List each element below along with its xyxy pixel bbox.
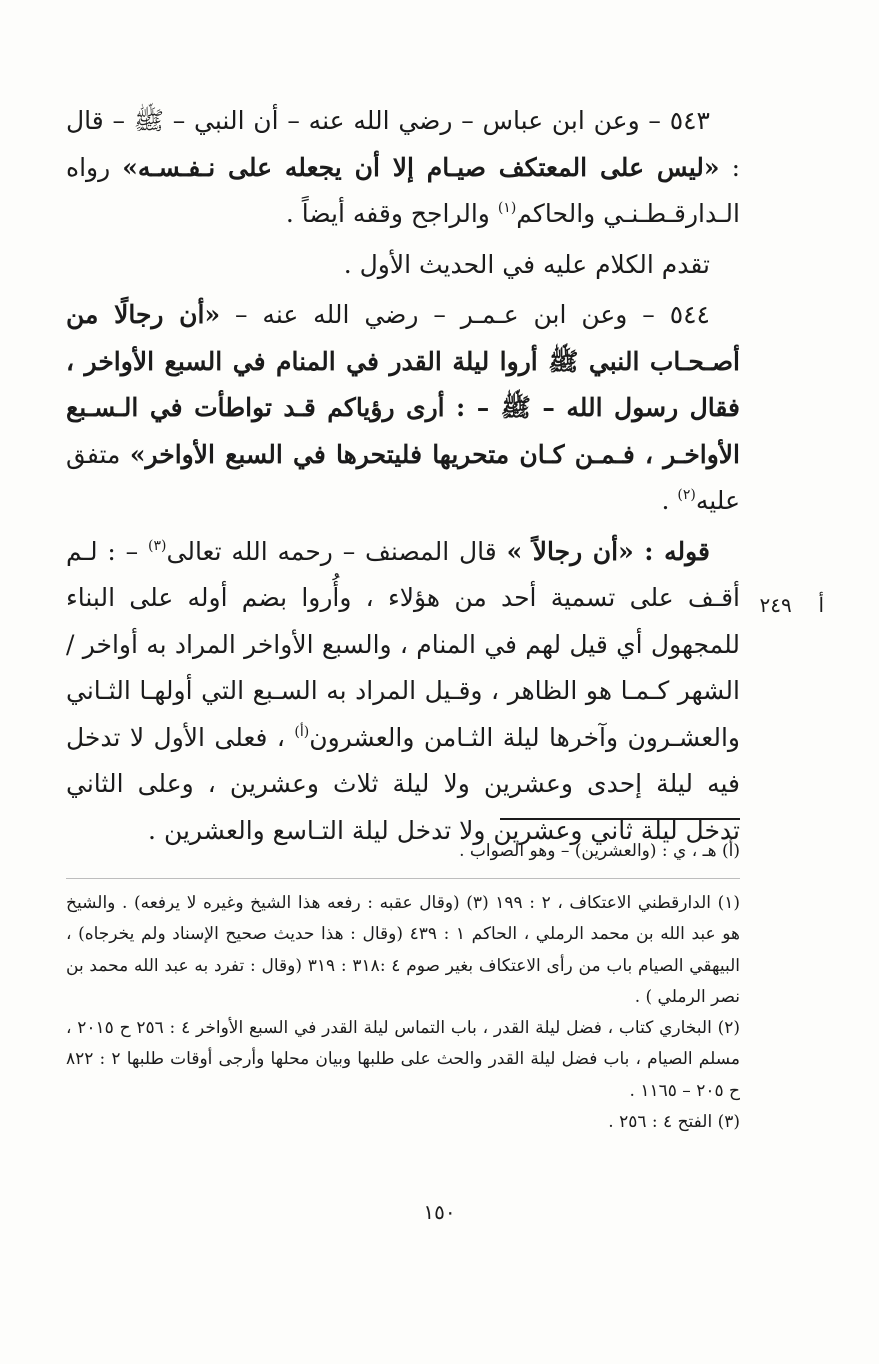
hadith-quote: «ليس على المعتكف صيـام إلا أن يجعله على نـفـسـه» <box>122 152 720 182</box>
footnote-2: (٢) البخاري كتاب ، فضل ليلة القدر ، باب التماس ليلة القدر في السبع الأواخر ٤ : ٢٥٦ ح ٢٠١٥ ، مسلم الصيام ، باب فضل ليلة القدر والحث على طلبها وبيان محلها وأرجى أوقات طلبها ٢ : ٨٢٢ ح ٢٠٥ – ١١٦٥ . <box>66 1018 741 1101</box>
margin-folio-note <box>748 590 824 620</box>
hadith-543: ٥٤٣ – وعن ابن عباس – رضي الله عنه – أن النبي – ﷺ – قال : «ليس على المعتكف صيـام إلا أن يجعله على نـفـسـه» رواه الـدارقـطـنـي والحاكم$^{(١)}$ والراجح وقفه أيضاً . <box>66 106 740 228</box>
hadith-quote: «أن رجالًا من أصـحـاب النبي ﷺ أروا ليلة القدر في المنام في السبع الأواخر ، فقال رسول الله – ﷺ – : أرى رؤياكم قـد تواطأت في الـسـبع الأواخـر ، فـمـن كـان متحريها فليتحرها في السبع الأواخر» <box>66 300 740 469</box>
footnote-divider <box>66 878 740 879</box>
variant-footnote: (أ) هـ ، ي : (والعشرين) – وهو الصواب . <box>459 841 740 861</box>
page-number: ١٥٠ <box>423 1200 456 1224</box>
margin-marker: أ <box>818 593 824 617</box>
footnote-1: (١) الدارقطني الاعتكاف ، ٢ : ١٩٩ (٣) (وقال عقبه : رفعه هذا الشيخ وغيره لا يرفعه) . والشيخ هو عبد الله بن محمد الرملي ، الحاكم ١ : ٤٣٩ (وقال : هذا حديث صحيح الإسناد ولم يخرجاه) ، البيهقي الصيام باب من رأى الاعتكاف بغير صوم ٤ :٣١٨ : ٣١٩ (وقال : تفرد به عبد الله محمد بن نصر الرملي ) . <box>66 893 740 1007</box>
footnotes <box>66 888 740 1138</box>
footnote-3: (٣) الفتح ٤ : ٢٥٦ . <box>608 1112 740 1133</box>
quoted-phrase: «أن رجالاً » <box>506 536 634 566</box>
footnote-ref: (١) <box>497 200 517 216</box>
commentary-543: تقدم الكلام عليه في الحديث الأول . <box>343 249 710 279</box>
hadith-544: ٥٤٤ – وعن ابن عـمـر – رضي الله عنه – «أن رجالًا من أصـحـاب النبي ﷺ أروا ليلة القدر في المنام في السبع الأواخر ، فقال رسول الله – ﷺ – : أرى رؤياكم قـد تواطأت في الـسـبع الأواخـر ، فـمـن كـان متحريها فليتحرها في السبع الأواخر» متفق عليه$^{(٢)}$ . <box>66 300 740 515</box>
footnote-separator <box>500 818 740 820</box>
footnote-ref: (٣) <box>148 537 167 554</box>
main-text <box>66 98 740 854</box>
manuscript-folio: ٢٤٩ <box>759 593 792 617</box>
footnote-ref: (٢) <box>677 487 696 503</box>
commentary-544: قوله : «أن رجالاً » قال المصنف – رحمه الله تعالى$^{(٣)}$ – : لـم أقـف على تسمية أحد من هؤلاء ، وأُروا بضم أوله على البناء للمجهول أي قيل لهم في المنام ، والسبع الأواخر المراد به أواخر / الشهر كـمـا هو الظاهر ، وقـيل المراد به السـبع التي أولهـا الثـاني والعشـرون وآخرها ليلة الثـامن والعشرون$^{(أ)}$ ، فعلى الأول لا تدخل فيه ليلة إحدى وعشرين ولا ليلة ثلاث وعشرين ، وعلى الثاني تدخل ليلة ثاني وعشرين ولا تدخل ليلة التـاسع والعشرين . <box>66 536 740 845</box>
variant-ref: (أ) <box>294 723 310 740</box>
